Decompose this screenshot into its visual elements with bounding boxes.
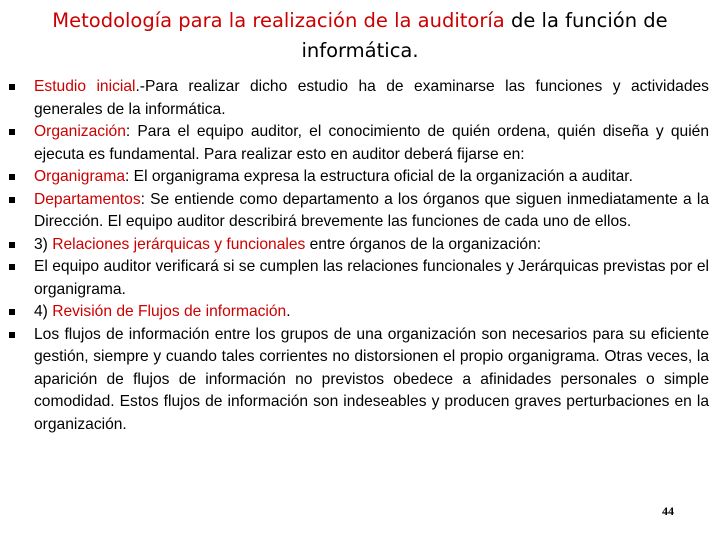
bullet-text: entre órganos de la organización:	[305, 235, 542, 253]
bullet-estudio-inicial	[34, 76, 709, 121]
title-highlight: Metodología para la realización de la auditoría	[52, 9, 505, 32]
bullet-list	[34, 76, 709, 436]
bullet-flujos-informacion	[34, 324, 709, 437]
bullet-prefix: 3)	[34, 235, 53, 253]
bullet-text: .	[286, 303, 291, 320]
bullet-text: : Se entiende como departamento a los órganos que siguen inmediatamente a la Dirección. El equipo auditor describirá brevemente las funciones de cada uno de ellos.	[34, 190, 709, 230]
title-rest: de la función de informática.	[301, 9, 668, 62]
square-bullet-icon	[9, 197, 15, 203]
bullet-lead: Organigrama	[34, 168, 126, 185]
square-bullet-icon	[9, 174, 15, 180]
bullet-organizacion	[34, 121, 709, 166]
bullet-text: El equipo auditor verificará si se cumplen las relaciones funcionales y Jerárquicas previstas por el organigrama.	[34, 258, 709, 298]
square-bullet-icon	[9, 332, 15, 338]
bullet-relaciones	[34, 234, 709, 257]
bullet-verificacion	[34, 256, 709, 301]
bullet-prefix: 4)	[34, 303, 53, 320]
slide-title	[20, 6, 700, 66]
bullet-organigrama	[34, 166, 709, 189]
square-bullet-icon	[9, 309, 15, 315]
bullet-lead: Organización	[34, 123, 126, 140]
bullet-text: : Para el equipo auditor, el conocimiento de quién ordena, quién diseña y quién ejecuta es fundamental. Para realizar esto en auditor deberá fijarse en:	[34, 123, 709, 163]
square-bullet-icon	[9, 242, 15, 248]
square-bullet-icon	[9, 129, 15, 135]
bullet-text: : El organigrama expresa la estructura oficial de la organización a auditar.	[125, 168, 633, 185]
bullet-lead: Departamentos	[34, 190, 141, 208]
bullet-lead: Revisión de Flujos de información	[52, 303, 287, 320]
bullet-text: Los flujos de información entre los grupos de una organización son necesarios para su eficiente gestión, siempre y cuando tales corrientes no distorsionen el propio organigrama. Otras veces, la aparición de flujos de información no previstos obedece a afinidades personales o simple comodidad. Estos flujos de información son indeseables y producen graves perturbaciones en la organización.	[34, 325, 709, 433]
bullet-lead: Estudio inicial	[34, 78, 136, 95]
bullet-text: .-Para realizar dicho estudio ha de examinarse las funciones y actividades generales de la informática.	[34, 78, 709, 118]
square-bullet-icon	[9, 84, 15, 90]
bullet-departamentos	[34, 189, 709, 234]
square-bullet-icon	[9, 264, 15, 270]
page-number: 44	[662, 504, 674, 518]
bullet-revision-flujos	[34, 301, 709, 324]
bullet-lead: Relaciones jerárquicas y funcionales	[52, 235, 306, 253]
